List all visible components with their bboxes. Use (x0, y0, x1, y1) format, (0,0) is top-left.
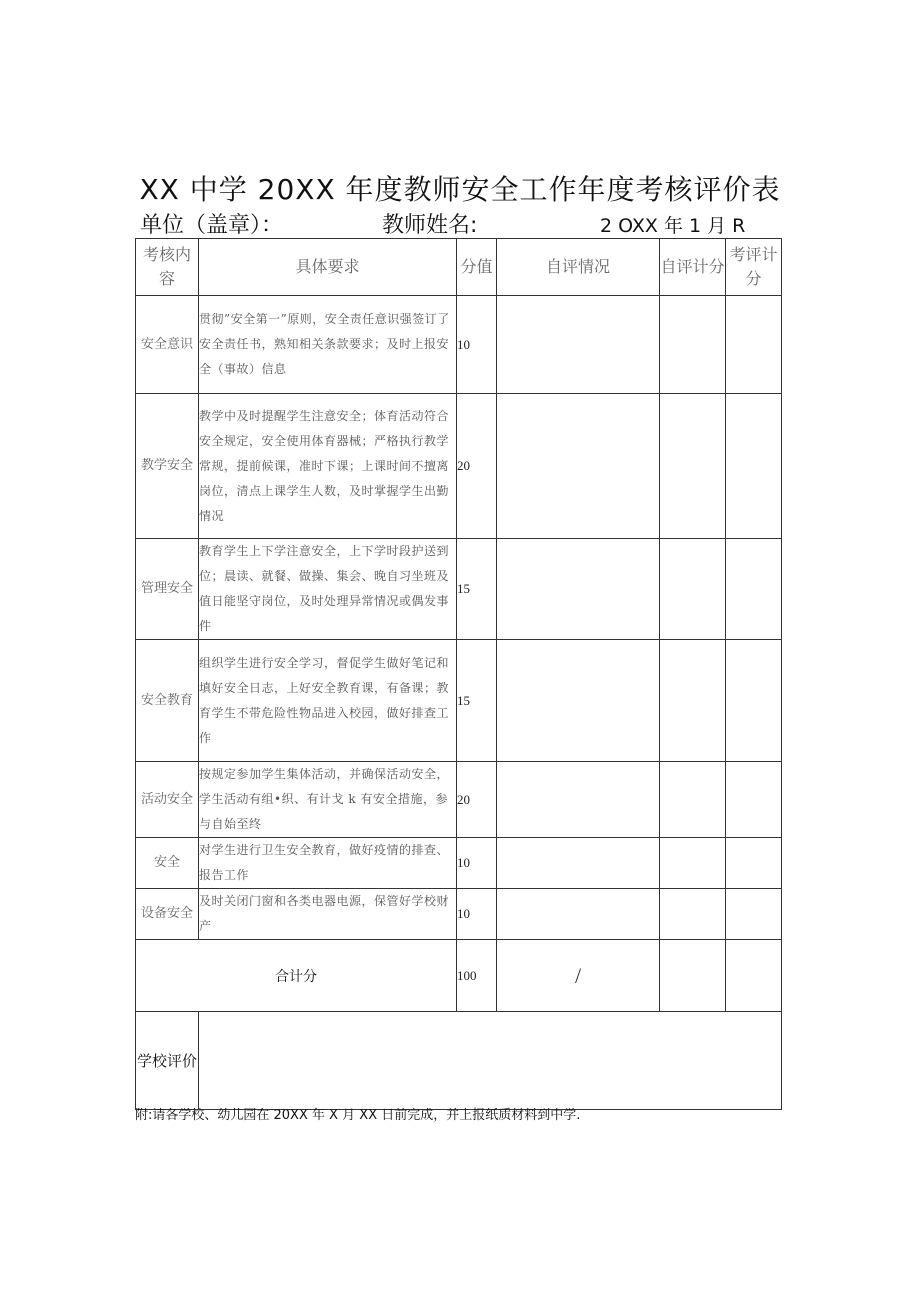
review-score-cell[interactable] (726, 838, 782, 889)
col-header-score: 分值 (457, 239, 497, 296)
review-score-cell[interactable] (726, 394, 782, 539)
school-eval-cell[interactable] (199, 1012, 782, 1110)
row-category: 安全 (136, 838, 199, 889)
self-eval-cell[interactable] (497, 838, 660, 889)
review-score-cell[interactable] (726, 762, 782, 838)
col-header-requirement: 具体要求 (199, 239, 457, 296)
self-eval-cell[interactable] (497, 539, 660, 640)
self-score-cell[interactable] (660, 762, 726, 838)
table-row (136, 640, 782, 762)
self-score-cell[interactable] (660, 296, 726, 394)
col-header-self-score: 自评计分 (660, 239, 726, 296)
table-row (136, 296, 782, 394)
row-requirement: 按规定参加学生集体活动，并确保活动安全，学生活动有组•织、有计戈 k 有安全措施，参与自始至终 (199, 762, 457, 838)
row-requirement: 对学生进行卫生安全教育，做好疫情的排查、报告工作 (199, 838, 457, 889)
row-score: 10 (457, 838, 497, 889)
row-category: 安全意识 (136, 296, 199, 394)
total-row (136, 940, 782, 1012)
total-self-score-cell[interactable] (660, 940, 726, 1012)
row-requirement: 教学中及时提醒学生注意安全；体育活动符合安全规定，安全使用体育器械；严格执行教学常规，提前候课，准时下课；上课时间不擅离岗位，清点上课学生人数，及时掌握学生出勤情况 (199, 394, 457, 539)
table-row (136, 394, 782, 539)
total-score: 100 (457, 940, 497, 1012)
total-self-eval: / (497, 940, 660, 1012)
self-eval-cell[interactable] (497, 762, 660, 838)
self-score-cell[interactable] (660, 394, 726, 539)
table-row (136, 889, 782, 940)
row-category: 管理安全 (136, 539, 199, 640)
table-row (136, 539, 782, 640)
row-score: 15 (457, 539, 497, 640)
self-eval-cell[interactable] (497, 640, 660, 762)
row-category: 活动安全 (136, 762, 199, 838)
review-score-cell[interactable] (726, 539, 782, 640)
col-header-category: 考核内容 (136, 239, 199, 296)
self-eval-cell[interactable] (497, 394, 660, 539)
row-requirement: 贯彻”安全第一”原则，安全责任意识强签订了安全责任书，熟知相关条款要求；及时上报安全（事故）信息 (199, 296, 457, 394)
school-eval-row (136, 1012, 782, 1110)
date-label: 2 OXX 年 1 月 R (600, 215, 746, 237)
self-eval-cell[interactable] (497, 889, 660, 940)
self-score-cell[interactable] (660, 838, 726, 889)
self-eval-cell[interactable] (497, 296, 660, 394)
total-label: 合计分 (136, 940, 457, 1012)
row-score: 15 (457, 640, 497, 762)
row-score: 20 (457, 394, 497, 539)
row-category: 安全教育 (136, 640, 199, 762)
row-score: 10 (457, 889, 497, 940)
self-score-cell[interactable] (660, 640, 726, 762)
row-score: 20 (457, 762, 497, 838)
self-score-cell[interactable] (660, 889, 726, 940)
assessment-table (135, 238, 782, 1110)
footnote: 附:请各学校、幼儿园在 20XX 年 X 月 XX 日前完成，并上报纸质材料到中学. (135, 1108, 581, 1123)
row-requirement: 组织学生进行安全学习，督促学生做好笔记和填好安全日志，上好安全教育课，有备课；教育学生不带危险性物品进入校园，做好排查工作 (199, 640, 457, 762)
table-header-row (136, 239, 782, 296)
row-requirement: 及时关闭门窗和各类电器电源，保管好学校财产 (199, 889, 457, 940)
row-category: 教学安全 (136, 394, 199, 539)
page-title: XX 中学 20XX 年度教师安全工作年度考核评价表 (139, 173, 781, 206)
review-score-cell[interactable] (726, 889, 782, 940)
total-review-score-cell[interactable] (726, 940, 782, 1012)
row-requirement: 教育学生上下学注意安全，上下学时段护送到位；晨读、就餐、做操、集会、晚自习坐班及值日能坚守岗位，及时处理异常情况或偶发事件 (199, 539, 457, 640)
row-category: 设备安全 (136, 889, 199, 940)
review-score-cell[interactable] (726, 640, 782, 762)
col-header-self-eval: 自评情况 (497, 239, 660, 296)
self-score-cell[interactable] (660, 539, 726, 640)
row-score: 10 (457, 296, 497, 394)
teacher-name-label: 教师姓名: (382, 213, 478, 238)
table-row (136, 838, 782, 889)
col-header-review-score: 考评计分 (726, 239, 782, 296)
table-row (136, 762, 782, 838)
school-eval-label: 学校评价 (136, 1012, 199, 1110)
review-score-cell[interactable] (726, 296, 782, 394)
unit-label: 单位（盖章）： (140, 213, 284, 238)
